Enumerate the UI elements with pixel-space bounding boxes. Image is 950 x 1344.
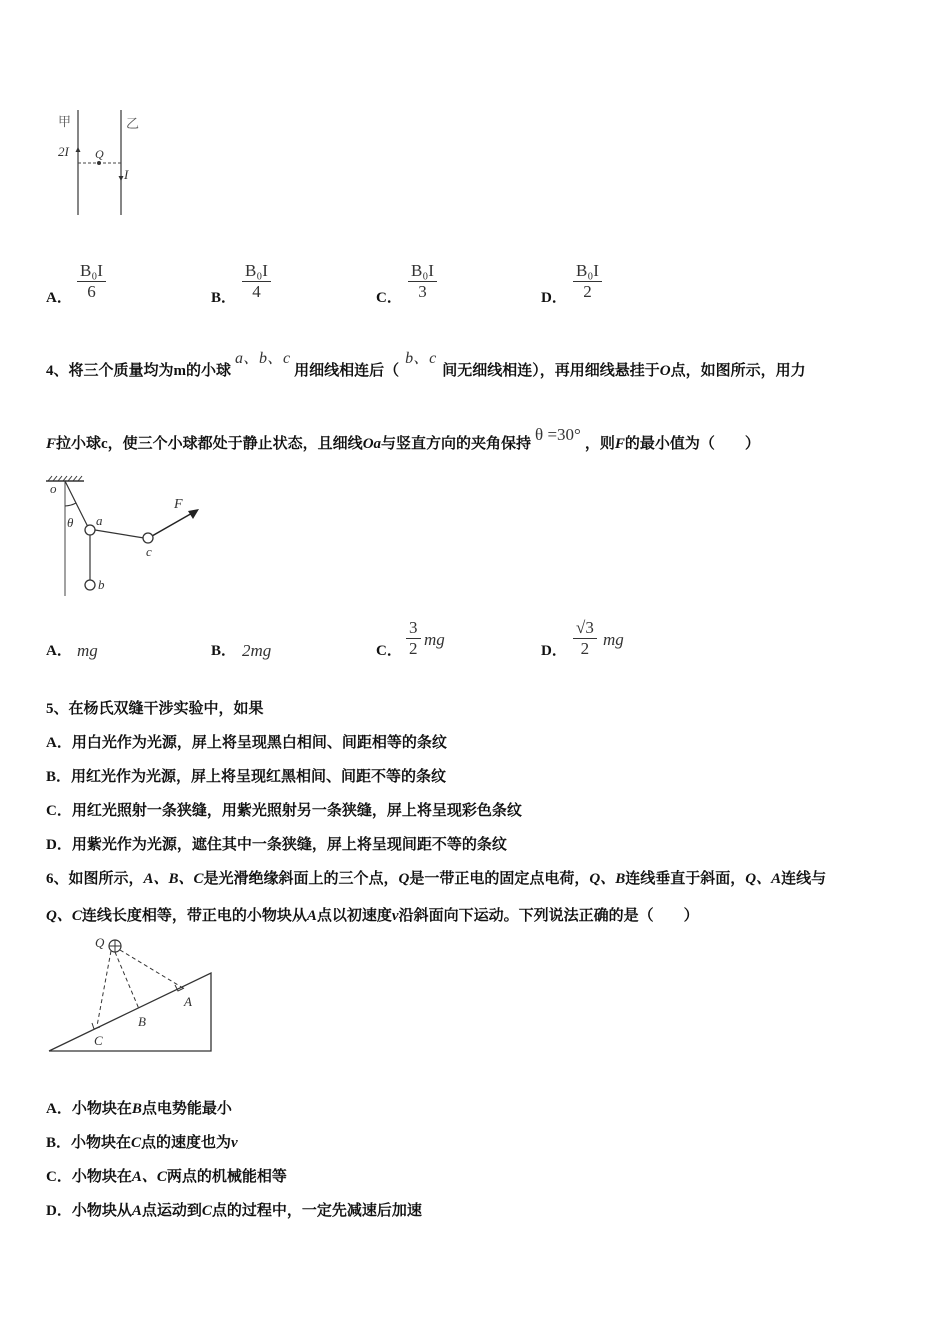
label-2i: 2I [58,144,69,159]
q4-option-b-expr: 2mg [242,641,272,660]
q6-text-2c: 沿斜面向下运动。下列说法正确的是（ ） [398,908,699,924]
q3-option-d-num: B₀I [573,262,602,282]
q4-option-d-letter: D． [541,643,567,659]
arrow-down-icon [119,176,124,181]
q6-opt-d-text2: 点运动到 [141,1203,202,1219]
q6-opt-a-b: B [131,1101,142,1117]
q6-opt-c-text2: 两点的机械能相等 [166,1169,287,1185]
q3-option-c-num: B₀I [408,262,437,282]
q6-text-2b: 点以初速度 [316,908,392,924]
label-yi: 乙 [126,116,140,131]
right-angle-c [92,1023,100,1029]
q6-opt-b-c: C [131,1135,142,1151]
q6-opt-c-ac: A、C [131,1169,167,1185]
q6-text-1e: 连线与 [781,871,827,887]
q5-option-a: A．用白光作为光源，屏上将呈现黑白相间、间距相等的条纹 [46,735,447,751]
q3-option-c-fraction [408,262,437,302]
arrow-up-icon [76,147,81,152]
q3-option-a-letter: A． [46,290,72,306]
label-c: c [146,544,152,559]
q4-option-b-letter: B． [211,643,237,659]
q4-option-c-tail: mg [424,630,445,649]
q4-text-1c: 间无细线相连），再用细线悬挂于 [442,363,660,379]
q6-qc: Q、C [46,908,82,924]
q4-option-c-den: 2 [409,639,418,658]
q6-option-a [46,1097,232,1118]
q4-option-d-num: √3 [573,619,597,639]
q4-option-c-letter: C． [376,643,402,659]
q3-option-c-letter: C． [376,290,402,306]
label-a: a [96,513,103,528]
q3-option-d-letter: D． [541,290,567,306]
label-theta: θ [67,515,74,530]
q4-stem-line2 [46,425,760,453]
q6-a: A [306,908,317,924]
label-a: A [184,994,192,1009]
q5-option-b: B．用红光作为光源，屏上将呈现红黑相间、间距不等的条纹 [46,769,447,785]
q4-theta-equation: θ =30° [535,425,581,444]
q6-text-2a: 连线长度相等，带正电的小物块从 [81,908,307,924]
q4-stem-line1 [46,350,806,380]
label-c: C [94,1033,103,1048]
q5-option-c: C．用红光照射一条狭缝，用紫光照射另一条狭缝，屏上将呈现彩色条纹 [46,803,522,819]
q6-stem-line1 [46,867,826,888]
q3-option-b-letter: B． [211,290,237,306]
q4-f: F [46,436,57,452]
string-ac [95,530,144,538]
q6-opt-b-text2: 点的速度也为 [141,1135,232,1151]
q4-abc: a、b、c [235,350,291,367]
label-q: Q [95,935,105,950]
q4-bc: b、c [405,350,437,367]
q4-text-1b: 用细线相连后（ [294,363,400,379]
q6-opt-d-text1: D．小物块从 [46,1203,132,1219]
line-qb [115,952,139,1009]
q6-abc: A、B、C [143,871,204,887]
label-b: B [138,1014,146,1029]
q4-option-c-fraction [406,619,421,659]
theta-arc [65,503,76,506]
q4-option-d-den: 2 [580,639,590,658]
q4-text-2d: 的最小值为（ ） [624,436,760,452]
q4-f2: F [614,436,625,452]
q4-text-2c: ，则 [584,436,615,452]
q3-option-a-den: 6 [87,282,96,301]
q6-opt-a-text1: A．小物块在 [46,1101,132,1117]
q6-stem-line2 [46,904,699,925]
q5-stem: 5、在杨氏双缝干涉实验中，如果 [46,701,264,717]
q6-text-1c: 是一带正电的固定点电荷， [409,871,590,887]
q6-opt-c-text1: C．小物块在 [46,1169,132,1185]
q6-opt-a-text2: 点电势能最小 [141,1101,232,1117]
q3-option-d-fraction [573,262,602,302]
point-q [97,161,101,165]
q4-option-d-tail: mg [603,630,624,649]
q6-opt-d-c: C [201,1203,212,1219]
q6-option-b [46,1131,238,1152]
q6-text-1a: 6、如图所示， [46,871,144,887]
parallel-wires-figure [50,105,160,220]
incline-figure [45,933,220,1058]
pendulum-figure [42,474,212,599]
label-q: Q [95,147,104,161]
ball-b [85,580,95,590]
q4-option-d-fraction [573,619,597,659]
q6-opt-b-v: v [231,1135,238,1151]
label-i: I [124,167,129,182]
q4-text-2a: 拉小球c，使三个小球都处于静止状态，且细线 [56,436,363,452]
q4-oa: Oa [362,436,382,452]
q6-text-1d: 连线垂直于斜面， [625,871,746,887]
force-f [152,512,194,536]
label-b: b [98,577,105,592]
incline [49,973,211,1051]
q4-text-1d: 点，如图所示，用力 [670,363,806,379]
q6-q: Q [398,871,410,887]
line-qc [97,951,111,1026]
q4-option-a-expr: mg [77,641,98,660]
label-f: F [174,497,183,512]
line-qa [120,950,183,988]
q6-opt-d-a: A [131,1203,142,1219]
q4-option-a-letter: A． [46,643,72,659]
q6-option-c [46,1165,287,1186]
label-jia: 甲 [58,114,72,129]
q6-qa: Q、A [745,871,782,887]
q6-v: v [391,908,399,924]
q3-option-d-den: 2 [583,282,592,301]
q3-option-c-den: 3 [418,282,427,301]
label-o: o [50,481,57,496]
q4-o: O [659,363,671,379]
q5-option-d: D．用紫光作为光源，遮住其中一条狭缝，屏上将呈现间距不等的条纹 [46,837,507,853]
q4-text-1a: 4、将三个质量均为m的小球 [46,363,231,379]
q4-option-c-num: 3 [406,619,421,639]
q3-option-b-num: B₀I [242,262,271,282]
q4-text-2b: 与竖直方向的夹角保持 [381,436,532,452]
q3-option-a-fraction [77,262,106,302]
q6-option-d [46,1199,422,1220]
q3-option-b-fraction [242,262,271,302]
q3-option-b-den: 4 [252,282,261,301]
q6-qb: Q、B [589,871,626,887]
q6-opt-d-text3: 点的过程中，一定先减速后加速 [211,1203,422,1219]
ball-c [143,533,153,543]
q6-opt-b-text1: B．小物块在 [46,1135,132,1151]
q6-text-1b: 是光滑绝缘斜面上的三个点， [203,871,399,887]
ball-a [85,525,95,535]
q3-option-a-num: B₀I [77,262,106,282]
